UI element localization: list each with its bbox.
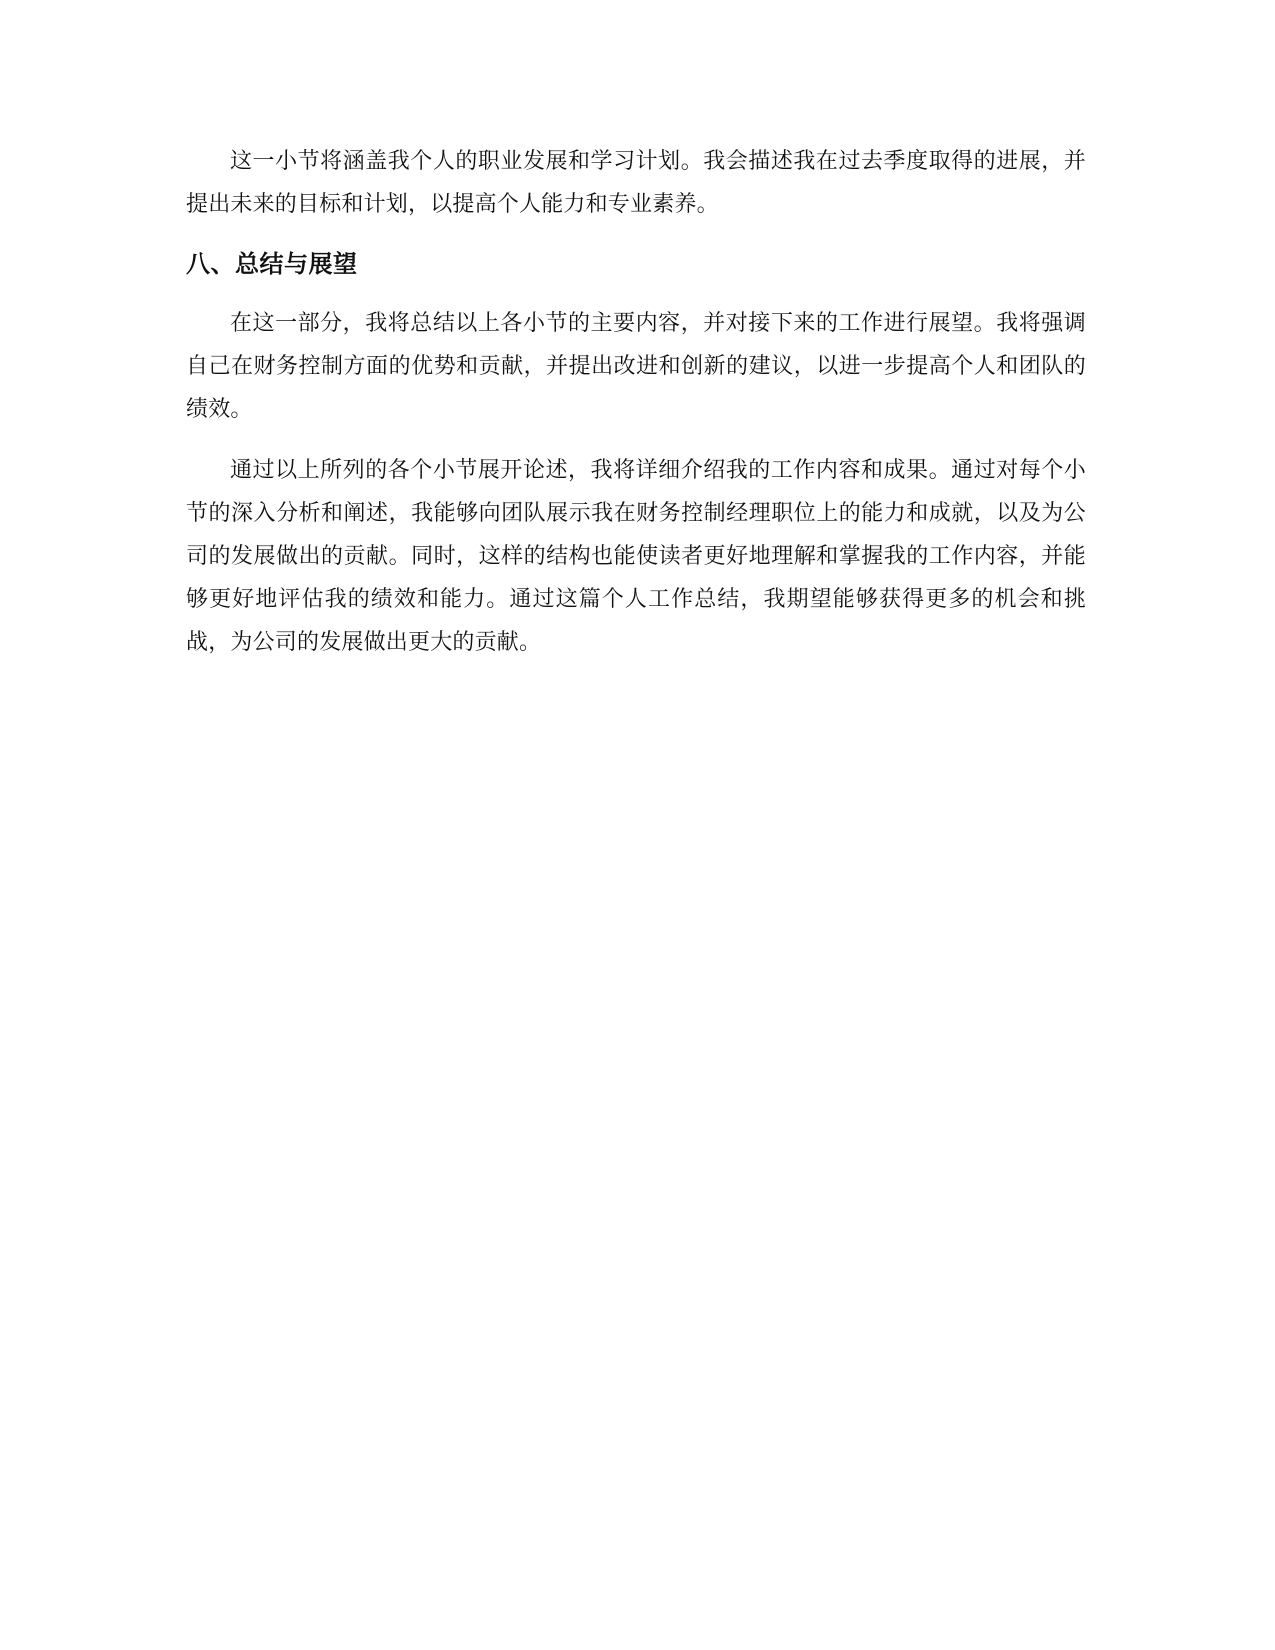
conclusion-paragraph: 通过以上所列的各个小节展开论述，我将详细介绍我的工作内容和成果。通过对每个小节的深入分析和阐述，我能够向团队展示我在财务控制经理职位上的能力和成就，以及为公司的发展做出的贡献。同时，这样的结构也能使读者更好地理解和掌握我的工作内容，并能够更好地评估我的绩效和能力。通过这篇个人工作总结，我期望能够获得更多的机会和挑战，为公司的发展做出更大的贡献。 bbox=[186, 458, 1086, 655]
section-heading: 八、总结与展望 bbox=[186, 250, 358, 278]
intro-paragraph: 这一小节将涵盖我个人的职业发展和学习计划。我会描述我在过去季度取得的进展，并提出未来的目标和计划，以提高个人能力和专业素养。 bbox=[186, 149, 1086, 217]
summary-paragraph: 在这一部分，我将总结以上各小节的主要内容，并对接下来的工作进行展望。我将强调自己在财务控制方面的优势和贡献，并提出改进和创新的建议，以进一步提高个人和团队的绩效。 bbox=[186, 311, 1086, 422]
document-page bbox=[186, 140, 1086, 664]
